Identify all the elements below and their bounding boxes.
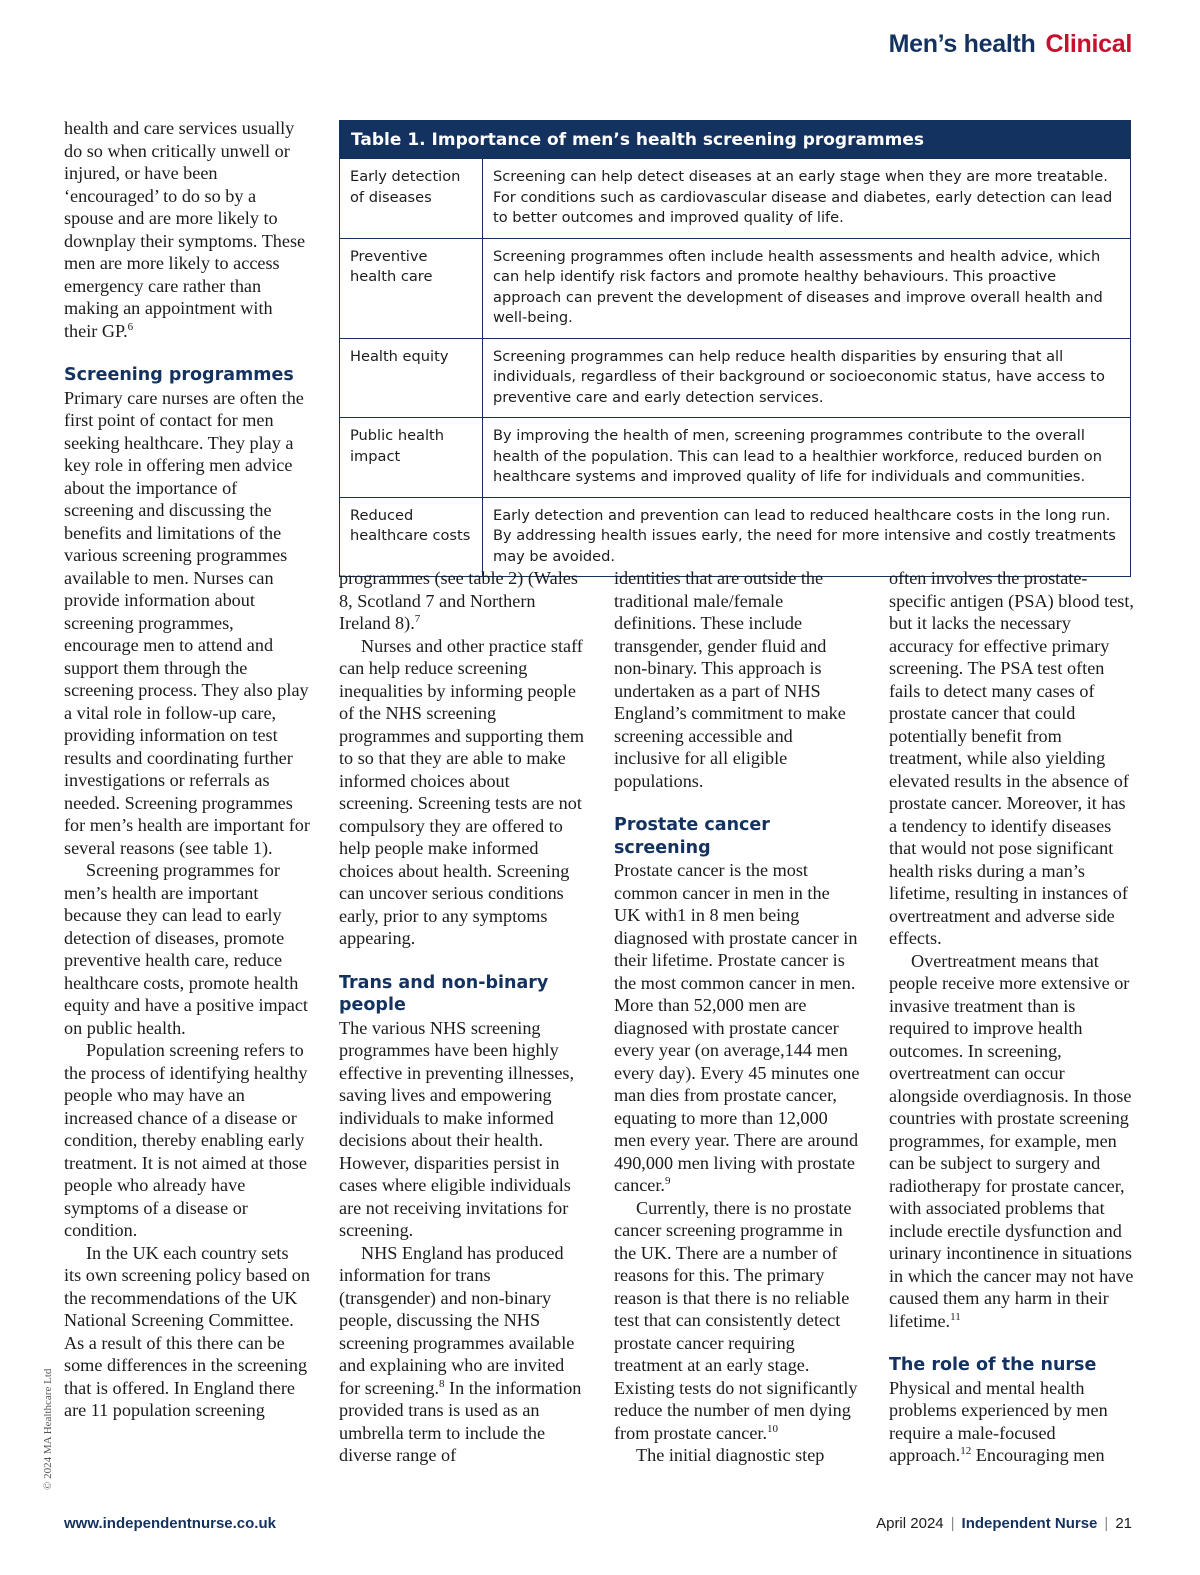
- footer-divider: |: [1104, 1515, 1109, 1532]
- paragraph: In the UK each country sets its own screening policy based on the recommendations of the UK National Screening Committee. As a result of this there can be some differences in the screening that is offered. In England there are 11 population screening: [64, 1242, 310, 1420]
- paragraph: The various NHS screening programmes have been highly effective in preventing illnesses, saving lives and empowering individuals to make informed decisions about their health. However, disparities persist in cases where eligible individuals are not receiving invitations for screening.: [339, 1017, 575, 1240]
- reference-number: 11: [950, 1310, 961, 1323]
- footer-divider: |: [950, 1515, 955, 1532]
- table-row: [340, 497, 1130, 576]
- copyright-notice: © 2024 MA Healthcare Ltd: [42, 1368, 54, 1490]
- page-number: 21: [1115, 1515, 1132, 1532]
- reference-number: 12: [960, 1444, 972, 1457]
- paragraph: often involves the prostate-specific antigen (PSA) blood test, but it lacks the necessary accuracy for effective primary screening. The PSA test often fails to detect many cases of prostate cancer that could potentially benefit from treatment, while also yielding elevated results in the absence of prostate cancer. Moreover, it has a tendency to identify diseases that would not pose significant health risks during a man’s lifetime, resulting in instances of overtreatment and adverse side effects.: [889, 568, 1134, 948]
- issue-date: April 2024: [876, 1515, 944, 1532]
- column-4: [889, 567, 1135, 1467]
- paragraph-text: health and care services usually do so when critically unwell or injured, or have been ‘encouraged’ to do so by a spouse and are more likely to downplay their symptoms. These men are more likely to access emergency care rather than making an appointment with their GP.: [64, 118, 306, 341]
- paragraph-text: Physical and mental health problems experienced by men require a male-focused approach.: [889, 1377, 1108, 1465]
- row-text: Screening programmes often include health assessments and health advice, which can help identify risk factors and promote healthy behaviours. This proactive approach can prevent the development of diseases and improve overall health and well-being.: [483, 238, 1131, 338]
- table-row: [340, 338, 1130, 418]
- row-label: Public health impact: [340, 418, 483, 498]
- paragraph: [339, 567, 585, 635]
- table-title: Table 1. Importance of men’s health screening programmes: [340, 121, 1130, 159]
- row-label: Early detection of diseases: [340, 159, 483, 238]
- header-category: Clinical: [1045, 30, 1132, 58]
- heading-role-of-nurse: The role of the nurse: [889, 1355, 1097, 1375]
- paragraph: Population screening refers to the process of identifying healthy people who may have an increased chance of a disease or condition, thereby enabling early treatment. It is not aimed at those people who already have symptoms of a disease or condition.: [64, 1040, 308, 1240]
- reference-number: 10: [767, 1422, 779, 1435]
- column-3: [614, 567, 860, 1467]
- paragraph: [889, 950, 1135, 1333]
- row-label: Reduced healthcare costs: [340, 497, 483, 576]
- paragraph: [614, 859, 860, 1197]
- paragraph-text: NHS England has produced information for trans (transgender) and non-binary people, discussing the NHS screening programmes available and explaining who are invited for screening.: [339, 1242, 575, 1398]
- paragraph-text: Overtreatment means that people receive more extensive or invasive treatment than is required to improve health outcomes. In screening, overtreatment can occur alongside overdiagnosis. In those countries with prostate screening programmes, for example, men can be subject to surgery and radiotherapy for prostate cancer, with associated problems that include erectile dysfunction and urinary incontinence in situations in which the cancer may not have caused them any harm in their lifetime.: [889, 950, 1134, 1331]
- paragraph-text: Encouraging men: [971, 1445, 1105, 1465]
- heading-trans-non-binary: Trans and non-binary people: [339, 972, 549, 1015]
- reference-number: 6: [127, 320, 134, 333]
- reference-number: 7: [414, 612, 421, 625]
- paragraph-text: programmes (see table 2) (Wales 8, Scotland 7 and Northern Ireland 8).: [339, 568, 578, 633]
- paragraph-text: In the information provided trans is used as an umbrella term to include the diverse range of: [339, 1377, 582, 1465]
- table-row: [340, 418, 1130, 498]
- row-text: Early detection and prevention can lead to reduced healthcare costs in the long run. By addressing health issues early, the need for more intensive and costly treatments may be avoided.: [483, 497, 1131, 576]
- magazine-name: [962, 1515, 1098, 1532]
- header-section: Men’s health: [888, 30, 1036, 58]
- paragraph-text: Currently, there is no prostate cancer screening programme in the UK. There are a number of reasons for this. The primary reason is that there is no reliable test that can consistently detect prostate cancer requiring treatment at an early stage. Existing tests do not significantly reduce the number of men dying from prostate cancer.: [614, 1197, 858, 1443]
- row-text: By improving the health of men, screening programmes contribute to the overall health of the population. This can lead to a healthier workforce, reduced burden on healthcare systems and improved quality of life for individuals and communities.: [483, 418, 1131, 498]
- magazine-name-part: Independent: [961, 1515, 1051, 1532]
- column-1: [64, 117, 310, 1422]
- reference-number: 9: [664, 1174, 671, 1187]
- paragraph: Screening programmes for men’s health are important because they can lead to early detection of diseases, promote preventive health care, reduce healthcare costs, promote health equity and have a positive impact on public health.: [64, 860, 308, 1038]
- paragraph: Nurses and other practice staff can help reduce screening inequalities by informing people of the NHS screening programmes and supporting them to so that they are able to make informed choices about screening. Screening tests are not compulsory they are offered to help people make informed choices about health. Screening can uncover serious conditions early, prior to any symptoms appearing.: [339, 635, 584, 948]
- paragraph: Primary care nurses are often the first point of contact for men seeking healthcare. They play a key role in offering men advice about the importance of screening and discussing the benefits and limitations of the various screening programmes available to men. Nurses can provide information about screening programmes, encourage men to attend and support them through the screening process. They also play a vital role in follow-up care, providing information on test results and coordinating further investigations or referrals as needed. Screening programmes for men’s health are important for several reasons (see table 1).: [64, 387, 310, 858]
- paragraph: [889, 1377, 1135, 1467]
- heading-prostate-cancer-screening: Prostate cancer screening: [614, 815, 770, 858]
- paragraph: [614, 1197, 860, 1445]
- row-text: Screening programmes can help reduce health disparities by ensuring that all individuals, regardless of their background or socioeconomic status, have access to preventive care and early detection services.: [483, 338, 1131, 418]
- magazine-name-part: Nurse: [1050, 1515, 1098, 1532]
- paragraph: [339, 1242, 585, 1467]
- row-label: Preventive health care: [340, 238, 483, 338]
- heading-screening-programmes: Screening programmes: [64, 365, 294, 385]
- table-row: [340, 238, 1130, 338]
- paragraph-text: Prostate cancer is the most common cancer in men in the UK with1 in 8 men being diagnosed with prostate cancer in their lifetime. Prostate cancer is the most common cancer in men. More than 52,000 men are diagnosed with prostate cancer every year (on average,144 men every day). Every 45 minutes one man dies from prostate cancer, equating to more than 12,000 men every year. There are around 490,000 men living with prostate cancer.: [614, 860, 860, 1195]
- column-2: [339, 567, 585, 1467]
- page-footer: [876, 1515, 1132, 1532]
- running-header: [889, 30, 1132, 59]
- table-row: [340, 159, 1130, 238]
- paragraph: [64, 117, 310, 342]
- paragraph: identities that are outside the traditional male/female definitions. These include transgender, gender fluid and non-binary. This approach is undertaken as a part of NHS England’s commitment to make screening accessible and inclusive for all eligible populations.: [614, 568, 846, 791]
- row-text: Screening can help detect diseases at an early stage when they are more treatable. For conditions such as cardiovascular disease and diabetes, early detection can lead to better outcomes and improved quality of life.: [493, 168, 1113, 226]
- reference-number: 8: [439, 1377, 445, 1390]
- paragraph: The initial diagnostic step: [636, 1445, 825, 1465]
- importance-table: [339, 120, 1131, 577]
- row-label: Health equity: [340, 338, 483, 418]
- website-link[interactable]: www.independentnurse.co.uk: [64, 1515, 276, 1532]
